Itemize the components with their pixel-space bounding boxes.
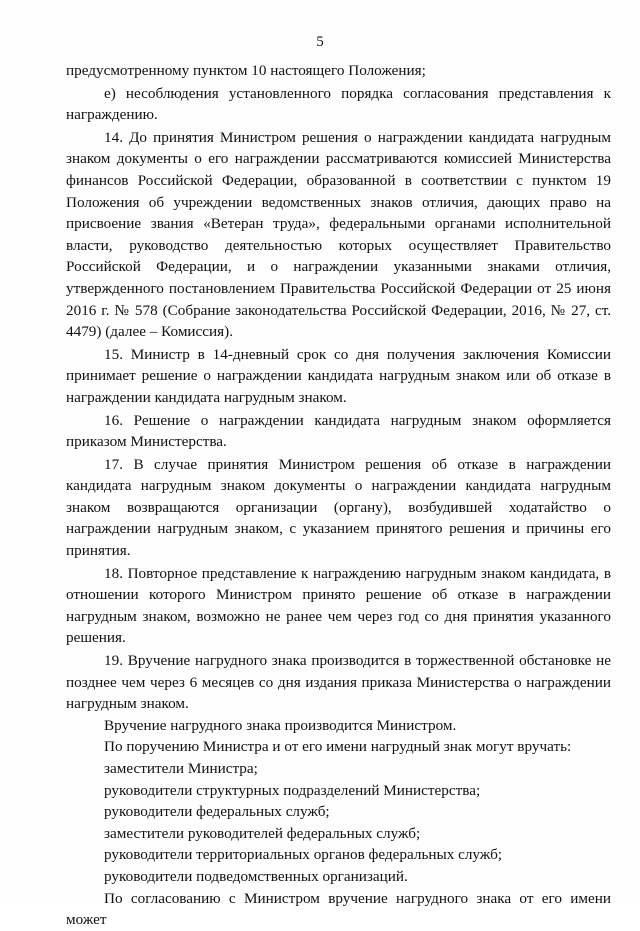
paragraph-15: 15. Министр в 14-дневный срок со дня получения заключения Комиссии принимает решение о награждении кандидата нагрудным знаком или об отказе в награждении кандидата нагрудным знаком.	[66, 345, 611, 406]
paragraph-14: 14. До принятия Министром решения о награждении кандидата нагрудным знаком документы о его награждении рассматриваются комиссией Министерства финансов Российской Федерации, образованной в соответствии с пунктом 19 Положения об учреждении ведомственных знаков отличия, дающих право на присвоение звания «Ветеран труда», федеральными органами исполнительной власти, руководство деятельностью которых осуществляет Правительство Российской Федерации, и о награждении указанными знаками отличия, утвержденного постановлением Правительства Российской Федерации от 25 июня 2016 г. № 578 (Собрание законодательства Российской Федерации, 2016, № 27, ст. 4479) (далее – Комиссия).	[66, 128, 611, 341]
paragraph-18: 18. Повторное представление к награждению нагрудным знаком кандидата, в отношении которого Министром принято решение об отказе в награждении нагрудным знаком, возможно не ранее чем через год со дня принятия указанного решения.	[66, 564, 611, 647]
list-item: руководители территориальных органов федеральных служб;	[104, 846, 503, 864]
list-item: заместители руководителей федеральных служб;	[104, 824, 421, 842]
list-item: заместители Министра;	[104, 760, 258, 777]
list-item: руководители подведомственных организаций.	[104, 867, 408, 885]
list-item: руководители федеральных служб;	[104, 803, 330, 821]
document-body	[66, 60, 611, 931]
paragraph-17: 17. В случае принятия Министром решения об отказе в награждении кандидата нагрудным знаком документы о награждении кандидата нагрудным знаком возвращаются организации (органу), возбудившей ходатайство о награждении нагрудным знаком, с указанием принятого решения и причины его принятия.	[66, 455, 611, 560]
paragraph-presenter: Вручение нагрудного знака производится Министром.	[104, 716, 457, 734]
page-number: 5	[316, 34, 324, 50]
paragraph-19: 19. Вручение нагрудного знака производится в торжественной обстановке не позднее чем через 6 месяцев со дня издания приказа Министерства о награждении нагрудным знаком.	[66, 652, 611, 713]
list-item: руководители структурных подразделений Министерства;	[104, 781, 481, 799]
paragraph-agreement: По согласованию с Министром вручение нагрудного знака от его имени может	[66, 889, 611, 929]
paragraph-item-e: е) несоблюдения установленного порядка согласования представления к награждению.	[66, 84, 611, 124]
paragraph-16: 16. Решение о награждении кандидата нагрудным знаком оформляется приказом Министерства.	[66, 411, 611, 451]
paragraph-delegation: По поручению Министра и от его имени нагрудный знак могут вручать:	[104, 738, 572, 756]
paragraph-continuation: предусмотренному пунктом 10 настоящего Положения;	[66, 62, 426, 79]
